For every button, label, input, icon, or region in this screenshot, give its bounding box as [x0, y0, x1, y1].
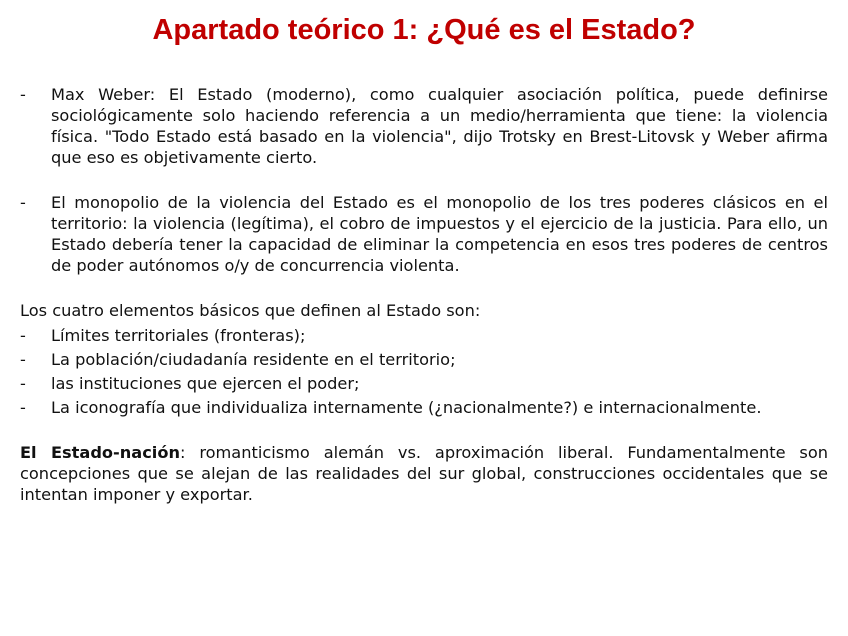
weber-bullet	[20, 84, 828, 168]
bullet-marker: -	[20, 326, 26, 345]
list-item-text: La iconografía que individualiza internamente (¿nacionalmente?) e internacionalmente.	[51, 398, 762, 417]
list-item	[20, 349, 828, 370]
spacer	[20, 168, 828, 192]
bullet-marker: -	[20, 193, 26, 212]
list-item	[20, 325, 828, 346]
list-item-text: las instituciones que ejercen el poder;	[51, 374, 360, 393]
list-item	[20, 397, 828, 418]
bullet-marker: -	[20, 350, 26, 369]
bullet-marker: -	[20, 374, 26, 393]
monopoly-bullet-text: El monopolio de la violencia del Estado es el monopolio de los tres poderes clásicos en el territorio: la violencia (legítima), el cobro de impuestos y el ejercicio de la justicia. Para ello, un Estado debería tener la capacidad de eliminar la competencia en esos tres poderes de centros de poder autónomos o/y de concurrencia violenta.	[51, 193, 828, 275]
elements-list	[20, 325, 828, 418]
slide-content	[20, 84, 828, 505]
list-item	[20, 373, 828, 394]
spacer	[20, 418, 828, 442]
slide-title: Apartado teórico 1: ¿Qué es el Estado?	[152, 14, 696, 46]
bullet-marker: -	[20, 85, 26, 104]
nation-state-paragraph	[20, 442, 828, 505]
spacer	[20, 276, 828, 300]
list-item-text: La población/ciudadanía residente en el territorio;	[51, 350, 456, 369]
monopoly-bullet	[20, 192, 828, 276]
bullet-marker: -	[20, 398, 26, 417]
list-item-text: Límites territoriales (fronteras);	[51, 326, 306, 345]
weber-bullet-text: Max Weber: El Estado (moderno), como cualquier asociación política, puede definirse sociológicamente solo haciendo referencia a un medio/herramienta que tiene: la violencia física. "Todo Estado está basado en la violencia", dijo Trotsky en Brest-Litovsk y Weber afirma que eso es objetivamente cierto.	[51, 85, 828, 167]
nation-state-term: El Estado-nación	[20, 443, 180, 462]
elements-intro: Los cuatro elementos básicos que definen al Estado son:	[20, 301, 481, 320]
nation-state-text: : romanticismo alemán vs. aproximación liberal. Fundamentalmente son concepciones que se alejan de las realidades del sur global, construcciones occidentales que se intentan imponer y exportar.	[20, 443, 829, 504]
